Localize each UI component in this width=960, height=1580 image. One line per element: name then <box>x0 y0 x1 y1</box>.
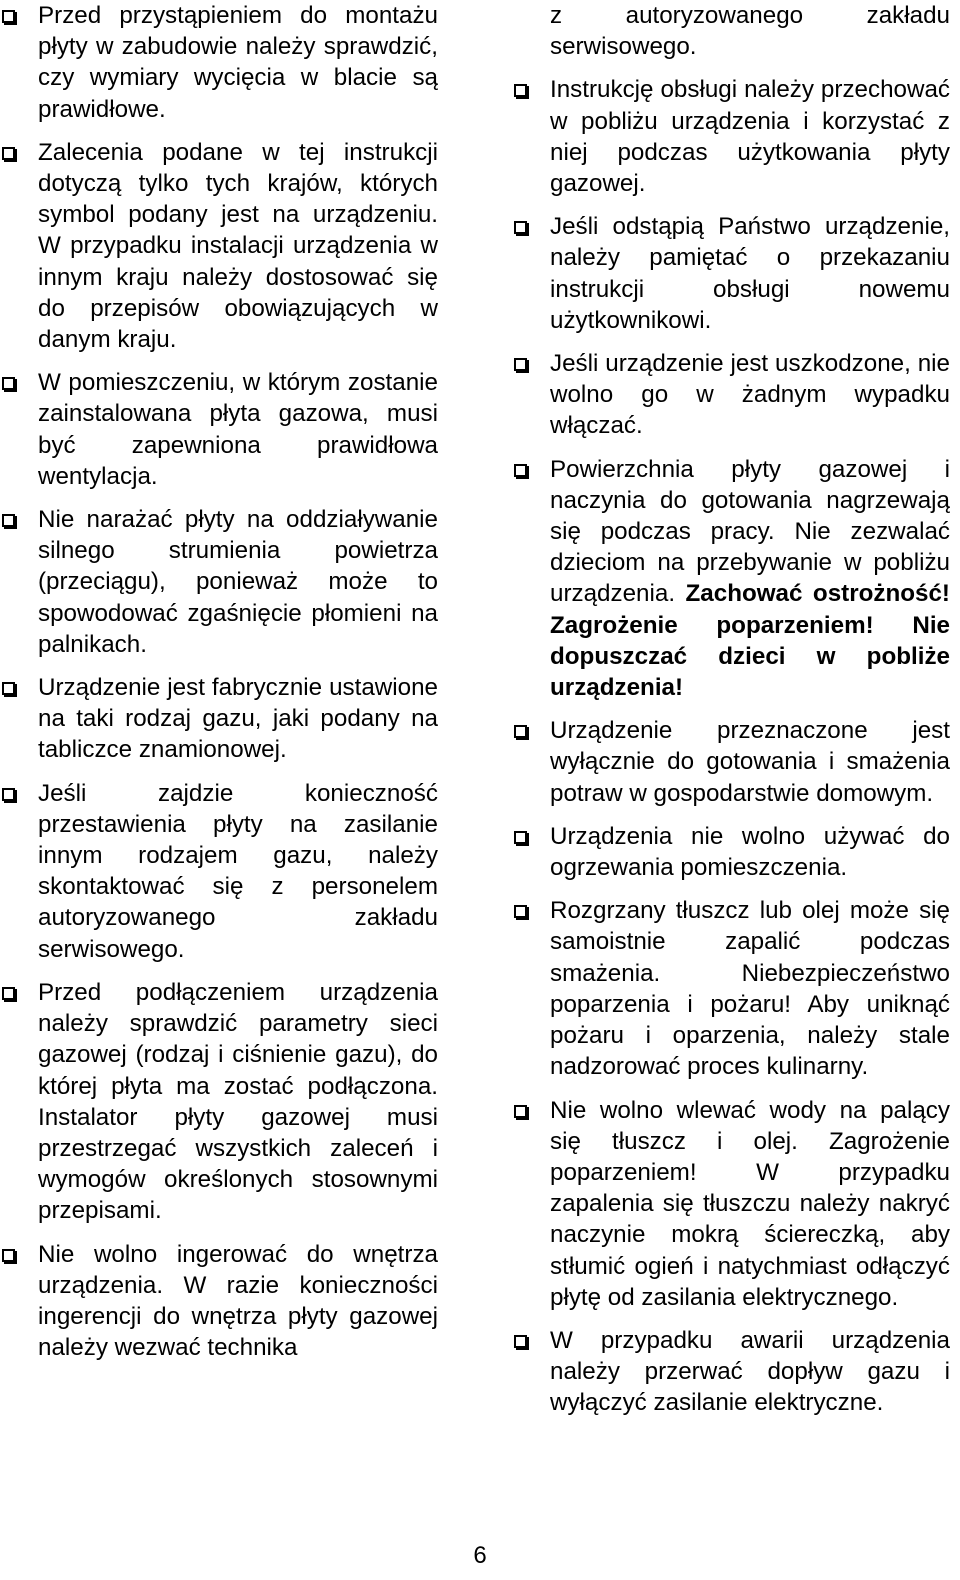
item-text: Przed przystąpieniem do montażu płyty w zabudowie należy sprawdzić, czy wymiary wycięcia w blacie są prawidłowe. <box>38 2 438 123</box>
right-column <box>512 0 950 1431</box>
checkbox-bullet-icon <box>2 10 15 23</box>
list-item <box>512 348 950 442</box>
checkbox-bullet-icon <box>514 1105 527 1118</box>
warning-text: Zachować ostrożność! Zagrożenie poparzeniem! Nie dopuszczać dzieci w pobliże urządzenia! <box>550 580 950 702</box>
list-item <box>512 715 950 809</box>
checkbox-bullet-icon <box>2 377 15 390</box>
list-item <box>0 1239 438 1364</box>
item-text: Przed podłączeniem urządzenia należy sprawdzić parametry sieci gazowej (rodzaj i ciśnienie gazu), do której płyta ma zostać podłączona. Instalator płyty gazowej musi przestrzegać wszystkich zaleceń i wymogów określonych stosownymi przepisami. <box>38 978 438 1225</box>
item-text: Zalecenia podane w tej instrukcji dotyczą tylko tych krajów, których symbol podany jest na urządzeniu. W przypadku instalacji urządzenia w innym kraju należy dostosować się do przepisów obowiązujących w danym kraju. <box>38 138 438 354</box>
list-item <box>0 0 438 125</box>
list-item <box>0 672 438 766</box>
list-item <box>0 504 438 660</box>
list-item <box>512 0 950 62</box>
checkbox-bullet-icon <box>514 831 527 844</box>
item-text: Nie wolno wlewać wody na palący się tłuszcz i olej. Zagrożenie poparzeniem! W przypadku zapalenia się tłuszczu należy nakryć naczynie mokrą ściereczką, aby stłumić ogień i natychmiast odłączyć płytę od zasilania elektrycznego. <box>550 1096 950 1311</box>
checkbox-bullet-icon <box>514 464 527 477</box>
list-item <box>0 977 438 1227</box>
checkbox-bullet-icon <box>2 1249 15 1262</box>
list-item <box>0 367 438 492</box>
item-text: Jeśli zajdzie konieczność przestawienia płyty na zasilanie innym rodzajem gazu, należy skontaktować się z personelem autoryzowanego zakładu serwisowego. <box>38 779 438 963</box>
checkbox-bullet-icon <box>2 788 15 801</box>
item-text: W pomieszczeniu, w którym zostanie zainstalowana płyta gazowa, musi być zapewniona prawidłowa wentylacja. <box>38 369 438 490</box>
item-text: Jeśli urządzenie jest uszkodzone, nie wolno go w żadnym wypadku włączać. <box>550 350 950 440</box>
item-text: Jeśli odstąpią Państwo urządzenie, należy pamiętać o przekazaniu instrukcji obsługi nowemu użytkownikowi. <box>550 213 950 334</box>
list-item <box>0 137 438 355</box>
checkbox-bullet-icon <box>2 682 15 695</box>
checkbox-bullet-icon <box>2 147 15 160</box>
item-text: Instrukcję obsługi należy przechować w pobliżu urządzenia i korzystać z niej podczas użytkowania płyty gazowej. <box>550 76 950 198</box>
checkbox-bullet-icon <box>514 221 527 234</box>
checkbox-bullet-icon <box>2 987 15 1000</box>
item-text: Urządzenie jest fabrycznie ustawione na taki rodzaj gazu, jaki podany na tabliczce znamionowej. <box>38 674 438 764</box>
list-item <box>512 211 950 336</box>
checkbox-bullet-icon <box>2 514 15 527</box>
checkbox-bullet-icon <box>514 905 527 918</box>
list-item <box>512 895 950 1082</box>
item-text: Urządzenie przeznaczone jest wyłącznie do gotowania i smażenia potraw w gospodarstwie domowym. <box>550 717 950 807</box>
checkbox-bullet-icon <box>514 1335 527 1348</box>
left-column <box>0 0 438 1375</box>
item-text: Nie narażać płyty na oddziaływanie silnego strumienia powietrza (przeciągu), ponieważ może to spowodować zgaśnięcie płomieni na palnikach. <box>38 506 438 658</box>
item-text: W przypadku awarii urządzenia należy przerwać dopływ gazu i wyłączyć zasilanie elektryczne. <box>550 1326 950 1417</box>
list-item <box>0 778 438 965</box>
item-text: Nie wolno ingerować do wnętrza urządzenia. W razie konieczności ingerencji do wnętrza płyty gazowej należy wezwać technika <box>38 1240 438 1362</box>
list-item <box>512 821 950 883</box>
checkbox-bullet-icon <box>514 358 527 371</box>
item-text: z autoryzowanego zakładu serwisowego. <box>550 2 950 61</box>
checkbox-bullet-icon <box>514 725 527 738</box>
list-item <box>512 1325 950 1419</box>
list-item <box>512 1095 950 1313</box>
item-text: Rozgrzany tłuszcz lub olej może się samoistnie zapalić podczas smażenia. Niebezpieczeństwo poparzenia i pożaru! Aby uniknąć pożaru i oparzenia, należy stale nadzorować proces kulinarny. <box>550 897 950 1081</box>
list-item <box>512 454 950 704</box>
page-number: 6 <box>473 1542 487 1569</box>
list-item <box>512 74 950 199</box>
item-text: Urządzenia nie wolno używać do ogrzewania pomieszczenia. <box>550 822 950 882</box>
item-text: Powierzchnia płyty gazowej i naczynia do gotowania nagrzewają się podczas pracy. Nie zezwalać dzieciom na przebywanie w pobliżu urządzenia. <box>550 455 950 608</box>
checkbox-bullet-icon <box>514 84 527 97</box>
